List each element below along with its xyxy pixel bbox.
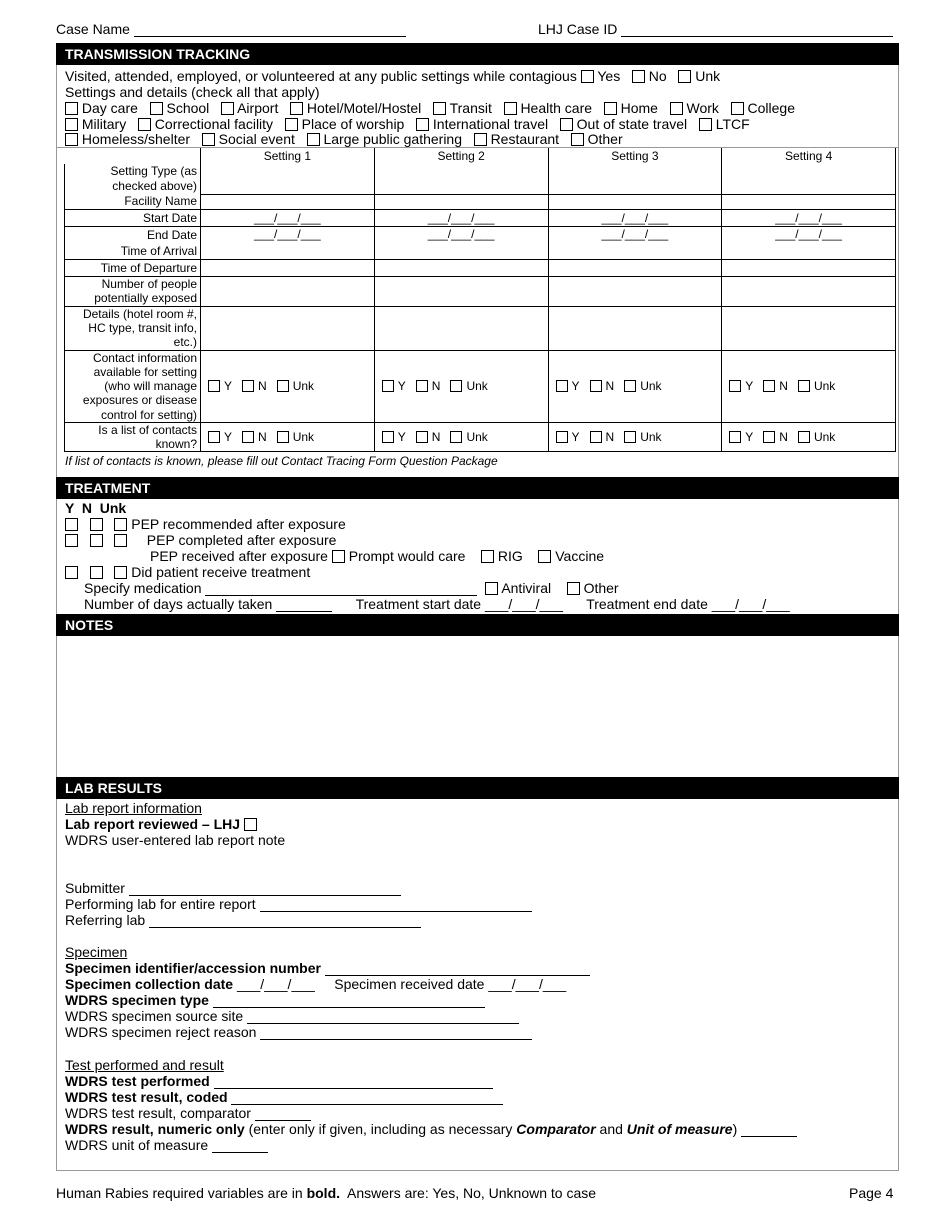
test-heading: Test performed and result (65, 1057, 224, 1073)
did-receive-row (65, 564, 310, 580)
specimen-id-input[interactable] (325, 962, 590, 976)
n-label: N (258, 379, 267, 394)
cell[interactable] (548, 306, 722, 350)
cell[interactable] (374, 306, 548, 350)
received-date-label: Specimen received date (334, 976, 485, 992)
contacts-list-y-2[interactable] (382, 431, 394, 443)
treatment-dates-row (84, 596, 790, 612)
unk-label: Unk (466, 379, 488, 394)
cell[interactable] (548, 164, 722, 194)
lhj-case-id-input[interactable] (621, 23, 893, 37)
col-setting-3: Setting 3 (548, 148, 722, 164)
settings-table (64, 148, 896, 452)
end-date-1[interactable]: ___/___/___ (254, 226, 321, 241)
setting-label: Other (587, 131, 623, 147)
contact-info-n-3[interactable] (590, 380, 602, 392)
test-performed-input[interactable] (214, 1075, 493, 1089)
rig-label: RIG (497, 548, 523, 564)
numeric-label: WDRS result, numeric only (65, 1121, 245, 1137)
contacts-list-unk-4[interactable] (798, 431, 810, 443)
setting-label: College (747, 100, 795, 116)
setting-hotel-checkbox[interactable] (290, 102, 303, 115)
setting-label: Social event (218, 131, 295, 147)
cell[interactable] (722, 306, 896, 350)
setting-worship-checkbox[interactable] (285, 118, 298, 131)
treatment-title: TREATMENT (56, 477, 899, 499)
test-performed-row (65, 1073, 493, 1089)
case-name-label: Case Name (56, 21, 130, 37)
setting-homeless-checkbox[interactable] (65, 133, 78, 146)
row-facility: Facility Name (65, 194, 201, 209)
reject-reason-input[interactable] (260, 1026, 532, 1040)
setting-school-checkbox[interactable] (150, 102, 163, 115)
y-label: Y (397, 429, 406, 444)
setting-home-checkbox[interactable] (604, 102, 617, 115)
submitter-input[interactable] (129, 882, 401, 896)
specimen-type-input[interactable] (213, 994, 485, 1008)
cell[interactable] (374, 164, 548, 194)
setting-intl-travel-checkbox[interactable] (416, 118, 429, 131)
pep-completed-unk[interactable] (114, 534, 127, 547)
antiviral-checkbox[interactable] (485, 582, 498, 595)
setting-transit-checkbox[interactable] (433, 102, 446, 115)
source-site-row (65, 1008, 519, 1024)
setting-label: Homeless/shelter (81, 131, 191, 147)
days-taken-label: Number of days actually taken (84, 596, 273, 612)
pep-completed-row (65, 532, 336, 548)
end-date-label: Treatment end date (586, 596, 708, 612)
setting-label: Transit (449, 100, 492, 116)
setting-airport-checkbox[interactable] (221, 102, 234, 115)
start-date-input[interactable]: ___/___/___ (485, 596, 563, 612)
specimen-dates-row (65, 976, 566, 992)
other-label: Other (583, 580, 619, 596)
case-name-field[interactable] (56, 21, 406, 37)
reject-reason-row (65, 1024, 532, 1040)
setting-label: Day care (81, 100, 138, 116)
referring-lab-row (65, 912, 421, 928)
visited-yes-label: Yes (597, 68, 621, 84)
settings-row-1 (65, 100, 795, 116)
numeric-and: and (599, 1121, 623, 1137)
contact-info-unk-4[interactable] (798, 380, 810, 392)
visited-yes-checkbox[interactable] (581, 70, 594, 83)
setting-large-gathering-checkbox[interactable] (307, 133, 320, 146)
contacts-list-n-3[interactable] (590, 431, 602, 443)
specimen-id-label: Specimen identifier/accession number (65, 960, 321, 976)
specify-medication-row (84, 580, 619, 596)
case-name-input[interactable] (134, 23, 406, 37)
cell[interactable] (201, 259, 375, 276)
cell[interactable] (201, 306, 375, 350)
cell[interactable] (374, 259, 548, 276)
collection-date-label: Specimen collection date (65, 976, 234, 992)
setting-label: Health care (520, 100, 593, 116)
setting-label: Work (686, 100, 719, 116)
specimen-id-row (65, 960, 590, 976)
contact-info-y-1[interactable] (208, 380, 220, 392)
y-label: Y (224, 429, 233, 444)
pep-recommended-row (65, 516, 346, 532)
specimen-type-label: WDRS specimen type (65, 992, 209, 1008)
col-setting-2: Setting 2 (374, 148, 548, 164)
setting-label: Place of worship (301, 116, 405, 132)
end-date-4[interactable]: ___/___/___ (775, 226, 842, 241)
contact-info-unk-2[interactable] (450, 380, 462, 392)
contact-tracing-footnote: If list of contacts is known, please fill out Contact Tracing Form Question Package (65, 454, 498, 468)
vaccine-checkbox[interactable] (538, 550, 551, 563)
reject-reason-label: WDRS specimen reject reason (65, 1024, 257, 1040)
y-label: Y (397, 379, 406, 394)
page-number: Page 4 (849, 1185, 894, 1201)
specify-medication-input[interactable] (205, 582, 477, 596)
antiviral-label: Antiviral (501, 580, 552, 596)
numeric-note: (enter only if given, including as necessary (248, 1121, 513, 1137)
cell[interactable] (374, 194, 548, 209)
footer-text: Human Rabies required variables are in (56, 1185, 303, 1201)
unk-label: Unk (813, 429, 836, 444)
col-setting-4: Setting 4 (722, 148, 896, 164)
notes-title: NOTES (56, 614, 899, 636)
setting-label: Correctional facility (154, 116, 274, 132)
row-start-date: Start Date (65, 209, 201, 226)
contact-info-y-2[interactable] (382, 380, 394, 392)
unk-label: Unk (640, 379, 662, 394)
contacts-list-unk-3[interactable] (624, 431, 636, 443)
user-note-label: WDRS user-entered lab report note (65, 832, 286, 848)
setting-label: International travel (432, 116, 549, 132)
other-medication-checkbox[interactable] (567, 582, 580, 595)
setting-out-of-state-checkbox[interactable] (560, 118, 573, 131)
n-label: N (431, 379, 441, 394)
row-contact-info: Contact information available for setting (who will manage exposures or disease control for setting) (65, 350, 201, 422)
unk-label: Unk (813, 379, 836, 394)
contacts-list-y-3[interactable] (556, 431, 568, 443)
lhj-case-id-label: LHJ Case ID (538, 21, 618, 37)
collection-date-input[interactable]: ___/___/___ (236, 976, 315, 992)
days-taken-input[interactable] (276, 598, 332, 612)
pep-received-row (150, 548, 604, 564)
comparator-row (65, 1105, 311, 1121)
contact-info-n-2[interactable] (416, 380, 428, 392)
test-result-coded-label: WDRS test result, coded (65, 1089, 228, 1105)
cell[interactable] (722, 276, 896, 306)
test-result-coded-input[interactable] (231, 1091, 503, 1105)
setting-label: Military (81, 116, 127, 132)
setting-label: School (166, 100, 210, 116)
referring-lab-input[interactable] (149, 914, 421, 928)
row-people: Number of people potentially exposed (65, 276, 201, 306)
row-details: Details (hotel room #, HC type, transit info, etc.) (65, 306, 201, 350)
unit-of-measure-row (65, 1137, 268, 1153)
row-setting-type: Setting Type (as checked above) (65, 164, 201, 194)
performing-lab-label: Performing lab for entire report (65, 896, 256, 912)
end-date-2[interactable]: ___/___/___ (427, 226, 495, 241)
row-end-date-arrival (65, 226, 201, 259)
n-label: N (605, 429, 615, 444)
pep-completed-label: PEP completed after exposure (146, 532, 337, 548)
contacts-list-y-1[interactable] (208, 431, 220, 443)
setting-label: Large public gathering (323, 131, 462, 147)
unk-label: Unk (640, 429, 662, 444)
setting-correctional-checkbox[interactable] (138, 118, 151, 131)
lab-reviewed-row (65, 816, 257, 832)
col-setting-1: Setting 1 (201, 148, 375, 164)
prompt-wound-care-checkbox[interactable] (332, 550, 345, 563)
footer-bold: bold. (306, 1185, 341, 1201)
submitter-row (65, 880, 401, 896)
cell[interactable] (722, 259, 896, 276)
performing-lab-input[interactable] (260, 898, 532, 912)
unk-label: Unk (292, 379, 315, 394)
unit-of-measure-input[interactable] (212, 1139, 268, 1153)
rig-checkbox[interactable] (481, 550, 494, 563)
setting-restaurant-checkbox[interactable] (474, 133, 487, 146)
numeric-comparator: Comparator (516, 1121, 596, 1137)
contacts-list-unk-2[interactable] (450, 431, 462, 443)
end-date-input[interactable]: ___/___/___ (711, 596, 790, 612)
row-departure: Time of Departure (65, 259, 201, 276)
settings-row-3 (65, 131, 623, 147)
contact-info-unk-1[interactable] (277, 380, 289, 392)
test-performed-label: WDRS test performed (65, 1073, 210, 1089)
notes-area[interactable] (56, 636, 899, 778)
visited-no-checkbox[interactable] (632, 70, 645, 83)
row-contacts-list: Is a list of contacts known? (65, 422, 201, 451)
cell[interactable] (201, 194, 375, 209)
y-label: Y (571, 429, 580, 444)
numeric-row (65, 1121, 797, 1137)
contacts-list-unk-1[interactable] (277, 431, 289, 443)
cell[interactable] (548, 259, 722, 276)
y-label: Y (224, 379, 233, 394)
start-date-label: Treatment start date (355, 596, 482, 612)
contact-info-y-3[interactable] (556, 380, 568, 392)
setting-label: Restaurant (490, 131, 560, 147)
vaccine-label: Vaccine (555, 548, 605, 564)
header-blank (65, 148, 201, 164)
setting-work-checkbox[interactable] (670, 102, 683, 115)
cell[interactable] (722, 164, 896, 194)
lab-title: LAB RESULTS (56, 777, 899, 799)
setting-label: LTCF (715, 116, 750, 132)
lab-report-info-heading: Lab report information (65, 800, 202, 816)
setting-label: Out of state travel (576, 116, 688, 132)
setting-college-checkbox[interactable] (731, 102, 744, 115)
comparator-label: WDRS test result, comparator (65, 1105, 251, 1121)
received-date-input[interactable]: ___/___/___ (488, 976, 567, 992)
footer-note (56, 1185, 596, 1201)
contact-info-n-1[interactable] (242, 380, 254, 392)
performing-lab-row (65, 896, 532, 912)
setting-other-checkbox[interactable] (571, 133, 584, 146)
cell[interactable] (201, 276, 375, 306)
cell[interactable] (201, 164, 375, 194)
n-label: N (258, 429, 267, 444)
settings-row-2 (65, 116, 750, 132)
start-date-4[interactable]: ___/___/___ (775, 210, 842, 225)
contacts-list-n-4[interactable] (763, 431, 775, 443)
numeric-input[interactable] (741, 1123, 797, 1137)
specify-medication-label: Specify medication (84, 580, 202, 596)
unk-label: Unk (466, 429, 488, 444)
pep-received-label: PEP received after exposure (150, 548, 328, 564)
visited-unk-label: Unk (695, 68, 721, 84)
visited-question: Visited, attended, employed, or volunteered at any public settings while contagious (65, 68, 577, 84)
cell[interactable] (374, 276, 548, 306)
setting-daycare-checkbox[interactable] (65, 102, 78, 115)
setting-label: Hotel/Motel/Hostel (306, 100, 422, 116)
did-receive-y[interactable] (65, 566, 78, 579)
numeric-close: ) (732, 1121, 738, 1137)
numeric-unit: Unit of measure (626, 1121, 733, 1137)
pep-completed-y[interactable] (65, 534, 78, 547)
y-label: Y (745, 429, 754, 444)
n-label: N (779, 379, 788, 394)
n-label: N (605, 379, 615, 394)
comparator-input[interactable] (255, 1107, 311, 1121)
specimen-type-row (65, 992, 485, 1008)
settings-label: Settings and details (check all that apply) (65, 84, 320, 100)
visited-question-row (65, 68, 720, 84)
lab-reviewed-label: Lab report reviewed – LHJ (65, 816, 241, 832)
end-date-3[interactable]: ___/___/___ (601, 226, 669, 241)
n-label: N (779, 429, 788, 444)
row-end-date: End Date (146, 227, 197, 242)
cell[interactable] (548, 194, 722, 209)
contact-info-unk-3[interactable] (624, 380, 636, 392)
contacts-list-n-2[interactable] (416, 431, 428, 443)
setting-healthcare-checkbox[interactable] (504, 102, 517, 115)
did-receive-unk[interactable] (114, 566, 127, 579)
contact-info-n-4[interactable] (763, 380, 775, 392)
setting-military-checkbox[interactable] (65, 118, 78, 131)
referring-lab-label: Referring lab (65, 912, 146, 928)
pep-recommended-label: PEP recommended after exposure (131, 516, 346, 532)
row-arrival: Time of Arrival (120, 243, 197, 258)
unit-of-measure-label: WDRS unit of measure (65, 1137, 209, 1153)
contact-info-y-4[interactable] (729, 380, 741, 392)
lab-reviewed-checkbox[interactable] (244, 818, 257, 831)
footer-answers: Answers are: Yes, No, Unknown to case (347, 1185, 597, 1201)
start-date-2[interactable]: ___/___/___ (427, 210, 495, 225)
treatment-ynu-header: Y N Unk (65, 500, 127, 516)
did-receive-n[interactable] (90, 566, 103, 579)
source-site-input[interactable] (247, 1010, 519, 1024)
pep-completed-n[interactable] (90, 534, 103, 547)
pep-recommended-y[interactable] (65, 518, 78, 531)
visited-no-label: No (648, 68, 667, 84)
source-site-label: WDRS specimen source site (65, 1008, 244, 1024)
y-label: Y (571, 379, 580, 394)
setting-label: Airport (237, 100, 279, 116)
visited-unk-checkbox[interactable] (678, 70, 691, 83)
prompt-label: Prompt would care (348, 548, 466, 564)
setting-ltcf-checkbox[interactable] (699, 118, 712, 131)
specimen-heading: Specimen (65, 944, 128, 960)
n-label: N (431, 429, 441, 444)
did-receive-label: Did patient receive treatment (131, 564, 311, 580)
test-result-coded-row (65, 1089, 503, 1105)
y-label: Y (745, 379, 754, 394)
cell[interactable] (722, 194, 896, 209)
cell[interactable] (548, 276, 722, 306)
start-date-3[interactable]: ___/___/___ (601, 210, 669, 225)
setting-social-event-checkbox[interactable] (202, 133, 215, 146)
contacts-list-n-1[interactable] (242, 431, 254, 443)
setting-label: Home (620, 100, 658, 116)
submitter-label: Submitter (65, 880, 125, 896)
pep-recommended-n[interactable] (90, 518, 103, 531)
contacts-list-y-4[interactable] (729, 431, 741, 443)
unk-label: Unk (292, 429, 315, 444)
transmission-title: TRANSMISSION TRACKING (56, 43, 899, 65)
pep-recommended-unk[interactable] (114, 518, 127, 531)
lhj-case-id-field[interactable] (538, 21, 893, 37)
start-date-1[interactable]: ___/___/___ (254, 210, 321, 225)
